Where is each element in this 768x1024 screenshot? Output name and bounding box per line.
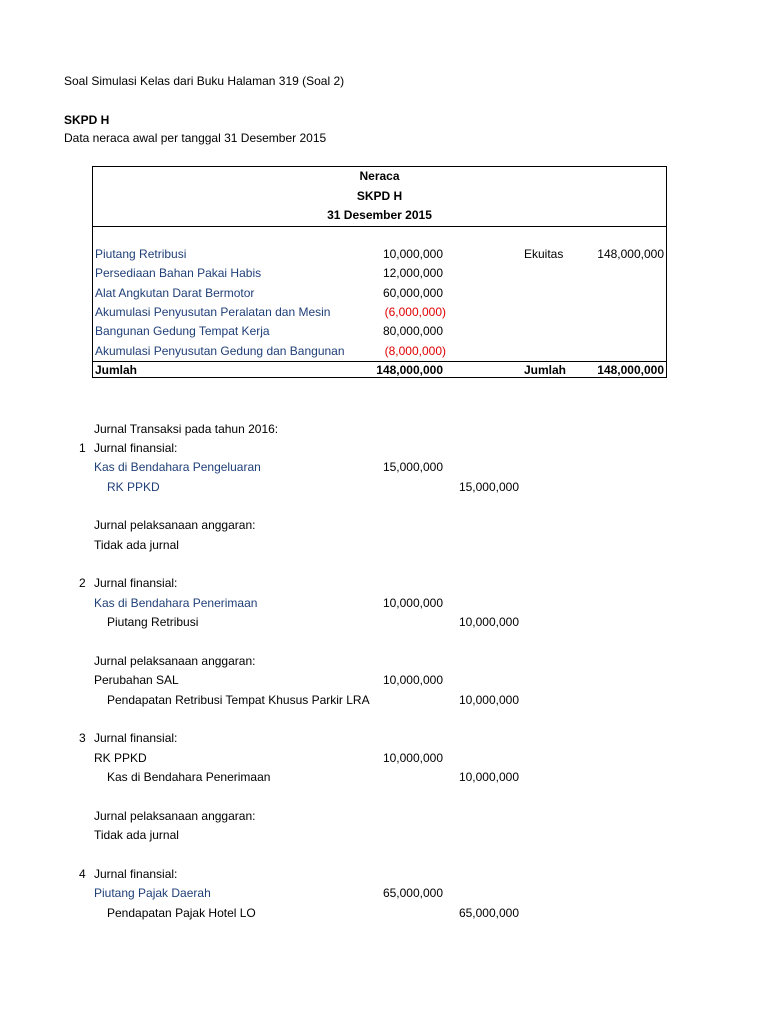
financial-journal-heading: Jurnal finansial: [94, 731, 178, 745]
budget-credit-account: Pendapatan Retribusi Tempat Khusus Parkir LRA [107, 693, 370, 707]
credit-account: Pendapatan Pajak Hotel LO [107, 906, 256, 920]
neraca-header-divider [92, 226, 667, 227]
debit-value: 15,000,000 [382, 460, 443, 474]
equity-value: 148,000,000 [597, 247, 664, 261]
credit-account: Piutang Retribusi [107, 615, 199, 629]
financial-journal-heading: Jurnal finansial: [94, 576, 178, 590]
credit-value: 65,000,000 [458, 906, 519, 920]
asset-value: 80,000,000 [382, 324, 443, 338]
debit-value: 10,000,000 [382, 596, 443, 610]
credit-value: 15,000,000 [458, 480, 519, 494]
total-value-assets: 148,000,000 [376, 363, 443, 377]
budget-journal-heading: Jurnal pelaksanaan anggaran: [94, 809, 256, 823]
neraca-entity: SKPD H [356, 189, 403, 203]
total-value-equity: 148,000,000 [597, 363, 664, 377]
asset-label: Akumulasi Penyusutan Peralatan dan Mesin [95, 305, 331, 319]
transaction-number: 2 [79, 576, 86, 590]
budget-journal-heading: Jurnal pelaksanaan anggaran: [94, 518, 256, 532]
asset-label: Piutang Retribusi [95, 247, 187, 261]
asset-value: 60,000,000 [382, 286, 443, 300]
asset-value-negative: (8,000,000) [384, 344, 446, 358]
debit-value: 10,000,000 [382, 751, 443, 765]
asset-value-negative: (6,000,000) [384, 305, 446, 319]
total-label-assets: Jumlah [95, 363, 138, 377]
financial-journal-heading: Jurnal finansial: [94, 867, 178, 881]
asset-label: Alat Angkutan Darat Bermotor [95, 286, 255, 300]
debit-account: RK PPKD [94, 751, 147, 765]
debit-value: 65,000,000 [382, 886, 443, 900]
transaction-number: 3 [79, 731, 86, 745]
asset-label: Akumulasi Penyusutan Gedung dan Bangunan [95, 344, 345, 358]
neraca-title: Neraca [359, 169, 400, 183]
credit-account: Kas di Bendahara Penerimaan [107, 770, 271, 784]
budget-journal-heading: Jurnal pelaksanaan anggaran: [94, 654, 256, 668]
debit-account: Kas di Bendahara Penerimaan [94, 596, 258, 610]
asset-label: Bangunan Gedung Tempat Kerja [95, 324, 270, 338]
budget-debit-value: 10,000,000 [382, 673, 443, 687]
neraca-date: 31 Desember 2015 [327, 208, 432, 222]
document-title: Soal Simulasi Kelas dari Buku Halaman 319 (Soal 2) [64, 74, 345, 88]
intro-text: Data neraca awal per tanggal 31 Desember 2015 [64, 131, 327, 145]
budget-journal-note: Tidak ada jurnal [94, 538, 179, 552]
budget-credit-value: 10,000,000 [458, 693, 519, 707]
asset-value: 10,000,000 [382, 247, 443, 261]
budget-debit-account: Perubahan SAL [94, 673, 179, 687]
budget-journal-note: Tidak ada jurnal [94, 828, 179, 842]
credit-account: RK PPKD [107, 480, 160, 494]
debit-account: Kas di Bendahara Pengeluaran [94, 460, 261, 474]
journal-heading: Jurnal Transaksi pada tahun 2016: [94, 422, 279, 436]
financial-journal-heading: Jurnal finansial: [94, 441, 178, 455]
asset-value: 12,000,000 [382, 266, 443, 280]
entity-name: SKPD H [64, 113, 110, 127]
total-label-equity: Jumlah [524, 363, 567, 377]
equity-label: Ekuitas [524, 247, 564, 261]
transaction-number: 4 [79, 867, 86, 881]
debit-account: Piutang Pajak Daerah [94, 886, 211, 900]
transaction-number: 1 [79, 441, 86, 455]
credit-value: 10,000,000 [458, 770, 519, 784]
credit-value: 10,000,000 [458, 615, 519, 629]
asset-label: Persediaan Bahan Pakai Habis [95, 266, 262, 280]
